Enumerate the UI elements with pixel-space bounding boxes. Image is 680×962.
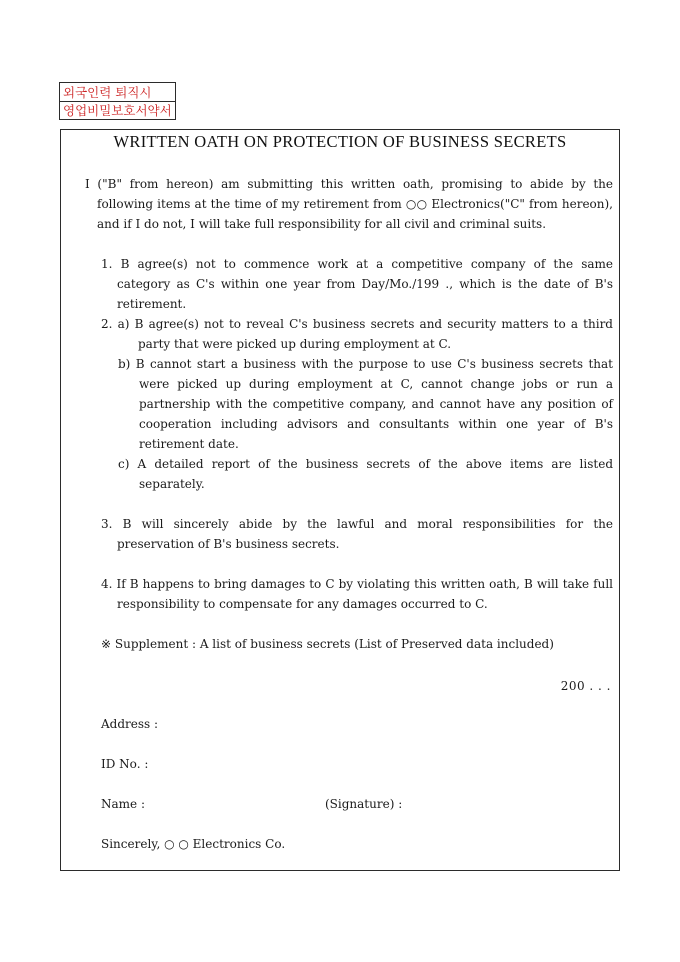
signature-label: (Signature) : bbox=[325, 797, 403, 811]
clause-3 bbox=[101, 514, 613, 554]
clause-2c bbox=[118, 454, 613, 494]
date-line: 200 . . . bbox=[560, 679, 611, 693]
document-title: WRITTEN OATH ON PROTECTION OF BUSINESS SECRETS bbox=[113, 132, 567, 151]
clause-1 bbox=[101, 254, 613, 314]
clause-4 bbox=[101, 574, 613, 614]
category-label-line2: 영업비밀보호서약서 bbox=[60, 101, 175, 119]
document-category-label bbox=[59, 82, 176, 120]
clause-4-text: 4. If B happens to bring damages to C by violating this written oath, B will take full responsibility to compensate for any damages occurred to C. bbox=[101, 577, 613, 611]
clause-2a-text: 2. a) B agree(s) not to reveal C's business secrets and security matters to a third party that were picked up during employment at C. bbox=[101, 317, 613, 351]
address-label: Address : bbox=[101, 717, 159, 731]
clause-2b bbox=[118, 354, 613, 454]
clause-2a bbox=[101, 314, 613, 354]
category-label-line1: 외국인력 퇴직시 bbox=[63, 85, 152, 100]
clause-1-text: 1. B agree(s) not to commence work at a competitive company of the same category as C's within one year from Day/Mo./199 ., which is the date of B's retirement. bbox=[101, 257, 613, 311]
id-number-label: ID No. : bbox=[101, 757, 149, 771]
intro-text: I ("B" from hereon) am submitting this written oath, promising to abide by the following items at the time of my retirement from ○○ Electronics("C" from hereon), and if I do not, I will take full responsibility for all civil and criminal suits. bbox=[85, 177, 613, 231]
oath-document-frame bbox=[60, 129, 620, 871]
name-label: Name : bbox=[101, 797, 145, 811]
intro-paragraph bbox=[85, 174, 613, 234]
clause-2b-text: b) B cannot start a business with the purpose to use C's business secrets that were picked up during employment at C, cannot change jobs or run a partnership with the competitive company, and cannot have any position of cooperation including advisors and consultants within one year of B's retirement date. bbox=[118, 357, 613, 451]
clause-2c-text: c) A detailed report of the business secrets of the above items are listed separately. bbox=[118, 457, 613, 491]
supplement-note: ※ Supplement : A list of business secrets (List of Preserved data included) bbox=[101, 637, 554, 651]
clause-3-text: 3. B will sincerely abide by the lawful and moral responsibilities for the preservation of B's business secrets. bbox=[101, 517, 613, 551]
closing-line: Sincerely, ○ ○ Electronics Co. bbox=[101, 837, 286, 851]
